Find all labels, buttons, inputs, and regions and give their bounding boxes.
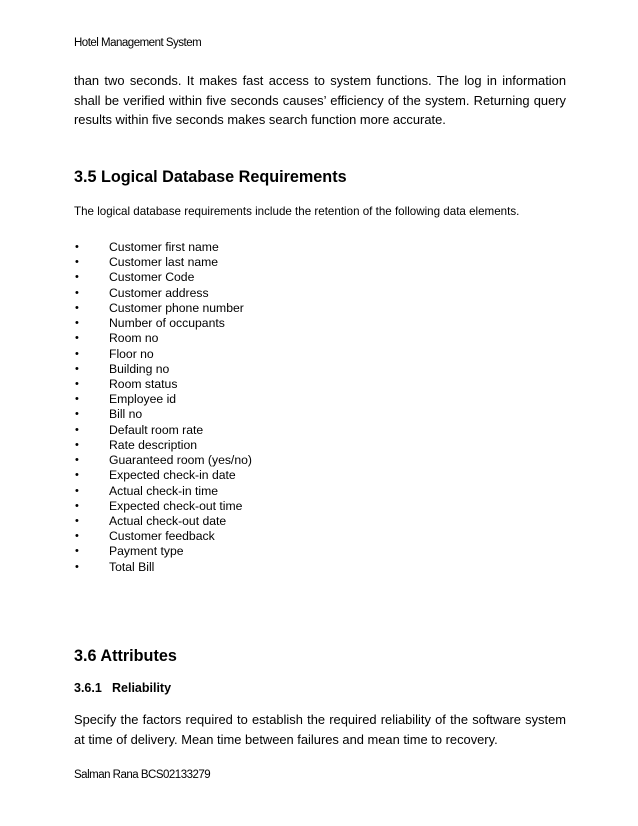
list-item bbox=[74, 347, 252, 362]
list-item bbox=[74, 544, 252, 559]
list-item-text: Number of occupants bbox=[109, 316, 225, 331]
bullet-icon: • bbox=[75, 301, 79, 314]
list-item bbox=[74, 270, 252, 285]
bullet-icon: • bbox=[75, 377, 79, 390]
list-item-text: Customer address bbox=[109, 285, 209, 300]
list-item-text: Expected check-in date bbox=[109, 468, 236, 483]
bullet-icon: • bbox=[75, 362, 79, 375]
list-item bbox=[74, 316, 252, 331]
list-item bbox=[74, 514, 252, 529]
bullet-icon: • bbox=[75, 454, 79, 467]
list-item-text: Customer feedback bbox=[109, 529, 215, 544]
list-item-text: Guaranteed room (yes/no) bbox=[109, 453, 252, 468]
bullet-icon: • bbox=[75, 332, 79, 345]
bullet-icon: • bbox=[75, 438, 79, 451]
list-item bbox=[74, 560, 252, 575]
list-item bbox=[74, 255, 252, 270]
list-item bbox=[74, 453, 252, 468]
list-item bbox=[74, 468, 252, 483]
bullet-icon: • bbox=[75, 484, 79, 497]
continued-paragraph: than two seconds. It makes fast access to system functions. The log in information shall be verified within five seconds causes’ efficiency of the system. Returning query results within five seconds makes search function more accurate. bbox=[74, 73, 566, 127]
list-item bbox=[74, 392, 252, 407]
list-item-text: Building no bbox=[109, 361, 170, 376]
bullet-icon: • bbox=[75, 393, 79, 406]
list-item-text: Employee id bbox=[109, 392, 177, 407]
bullet-icon: • bbox=[75, 423, 79, 436]
list-item bbox=[74, 362, 252, 377]
bullet-icon: • bbox=[75, 241, 79, 253]
reliability-paragraph: Specify the factors required to establish the required reliability of the software system at time of delivery. Mean time between failures and mean time to recovery. bbox=[74, 712, 566, 747]
list-item bbox=[74, 301, 252, 316]
list-item-text: Floor no bbox=[109, 346, 154, 361]
list-item-text: Actual check-in time bbox=[109, 483, 219, 498]
list-item-text: Room no bbox=[109, 331, 159, 346]
data-elements-list bbox=[74, 240, 252, 575]
section-intro: The logical database requirements include the retention of the following data elements. bbox=[74, 205, 520, 218]
list-item-text: Total Bill bbox=[109, 559, 155, 574]
list-item bbox=[74, 484, 252, 499]
bullet-icon: • bbox=[75, 317, 79, 330]
list-item bbox=[74, 529, 252, 544]
section-heading-logical-database: 3.5 Logical Database Requirements bbox=[74, 168, 347, 186]
bullet-icon: • bbox=[75, 514, 79, 527]
list-item bbox=[74, 499, 252, 514]
list-item-text: Customer Code bbox=[109, 270, 195, 285]
page-footer: Salman Rana BCS02133279 bbox=[74, 769, 211, 781]
bullet-icon: • bbox=[75, 530, 79, 543]
subsection-heading-reliability bbox=[74, 681, 171, 695]
page-header: Hotel Management System bbox=[74, 37, 202, 49]
bullet-icon: • bbox=[75, 408, 79, 421]
subsection-number: 3.6.1 bbox=[74, 681, 102, 695]
list-item bbox=[74, 240, 252, 255]
list-item bbox=[74, 438, 252, 453]
bullet-icon: • bbox=[75, 545, 79, 558]
section-heading-attributes: 3.6 Attributes bbox=[74, 647, 177, 665]
list-item-text: Actual check-out date bbox=[109, 513, 227, 528]
list-item-text: Room status bbox=[109, 376, 178, 391]
bullet-icon: • bbox=[75, 347, 79, 360]
list-item bbox=[74, 407, 252, 422]
bullet-icon: • bbox=[75, 271, 79, 284]
list-item bbox=[74, 286, 252, 301]
bullet-icon: • bbox=[75, 286, 79, 299]
list-item-text: Customer last name bbox=[109, 255, 219, 270]
list-item-text: Customer phone number bbox=[109, 300, 244, 315]
list-item-text: Payment type bbox=[109, 544, 184, 559]
subsection-title: Reliability bbox=[112, 681, 172, 695]
list-item bbox=[74, 423, 252, 438]
list-item bbox=[74, 377, 252, 392]
list-item-text: Rate description bbox=[109, 437, 198, 452]
bullet-icon: • bbox=[75, 560, 79, 573]
list-item-text: Customer first name bbox=[109, 240, 219, 254]
bullet-icon: • bbox=[75, 469, 79, 482]
list-item bbox=[74, 331, 252, 346]
list-item-text: Expected check-out time bbox=[109, 498, 243, 513]
list-item-text: Default room rate bbox=[109, 422, 204, 437]
bullet-icon: • bbox=[75, 499, 79, 512]
bullet-icon: • bbox=[75, 256, 79, 269]
list-item-text: Bill no bbox=[109, 407, 143, 422]
